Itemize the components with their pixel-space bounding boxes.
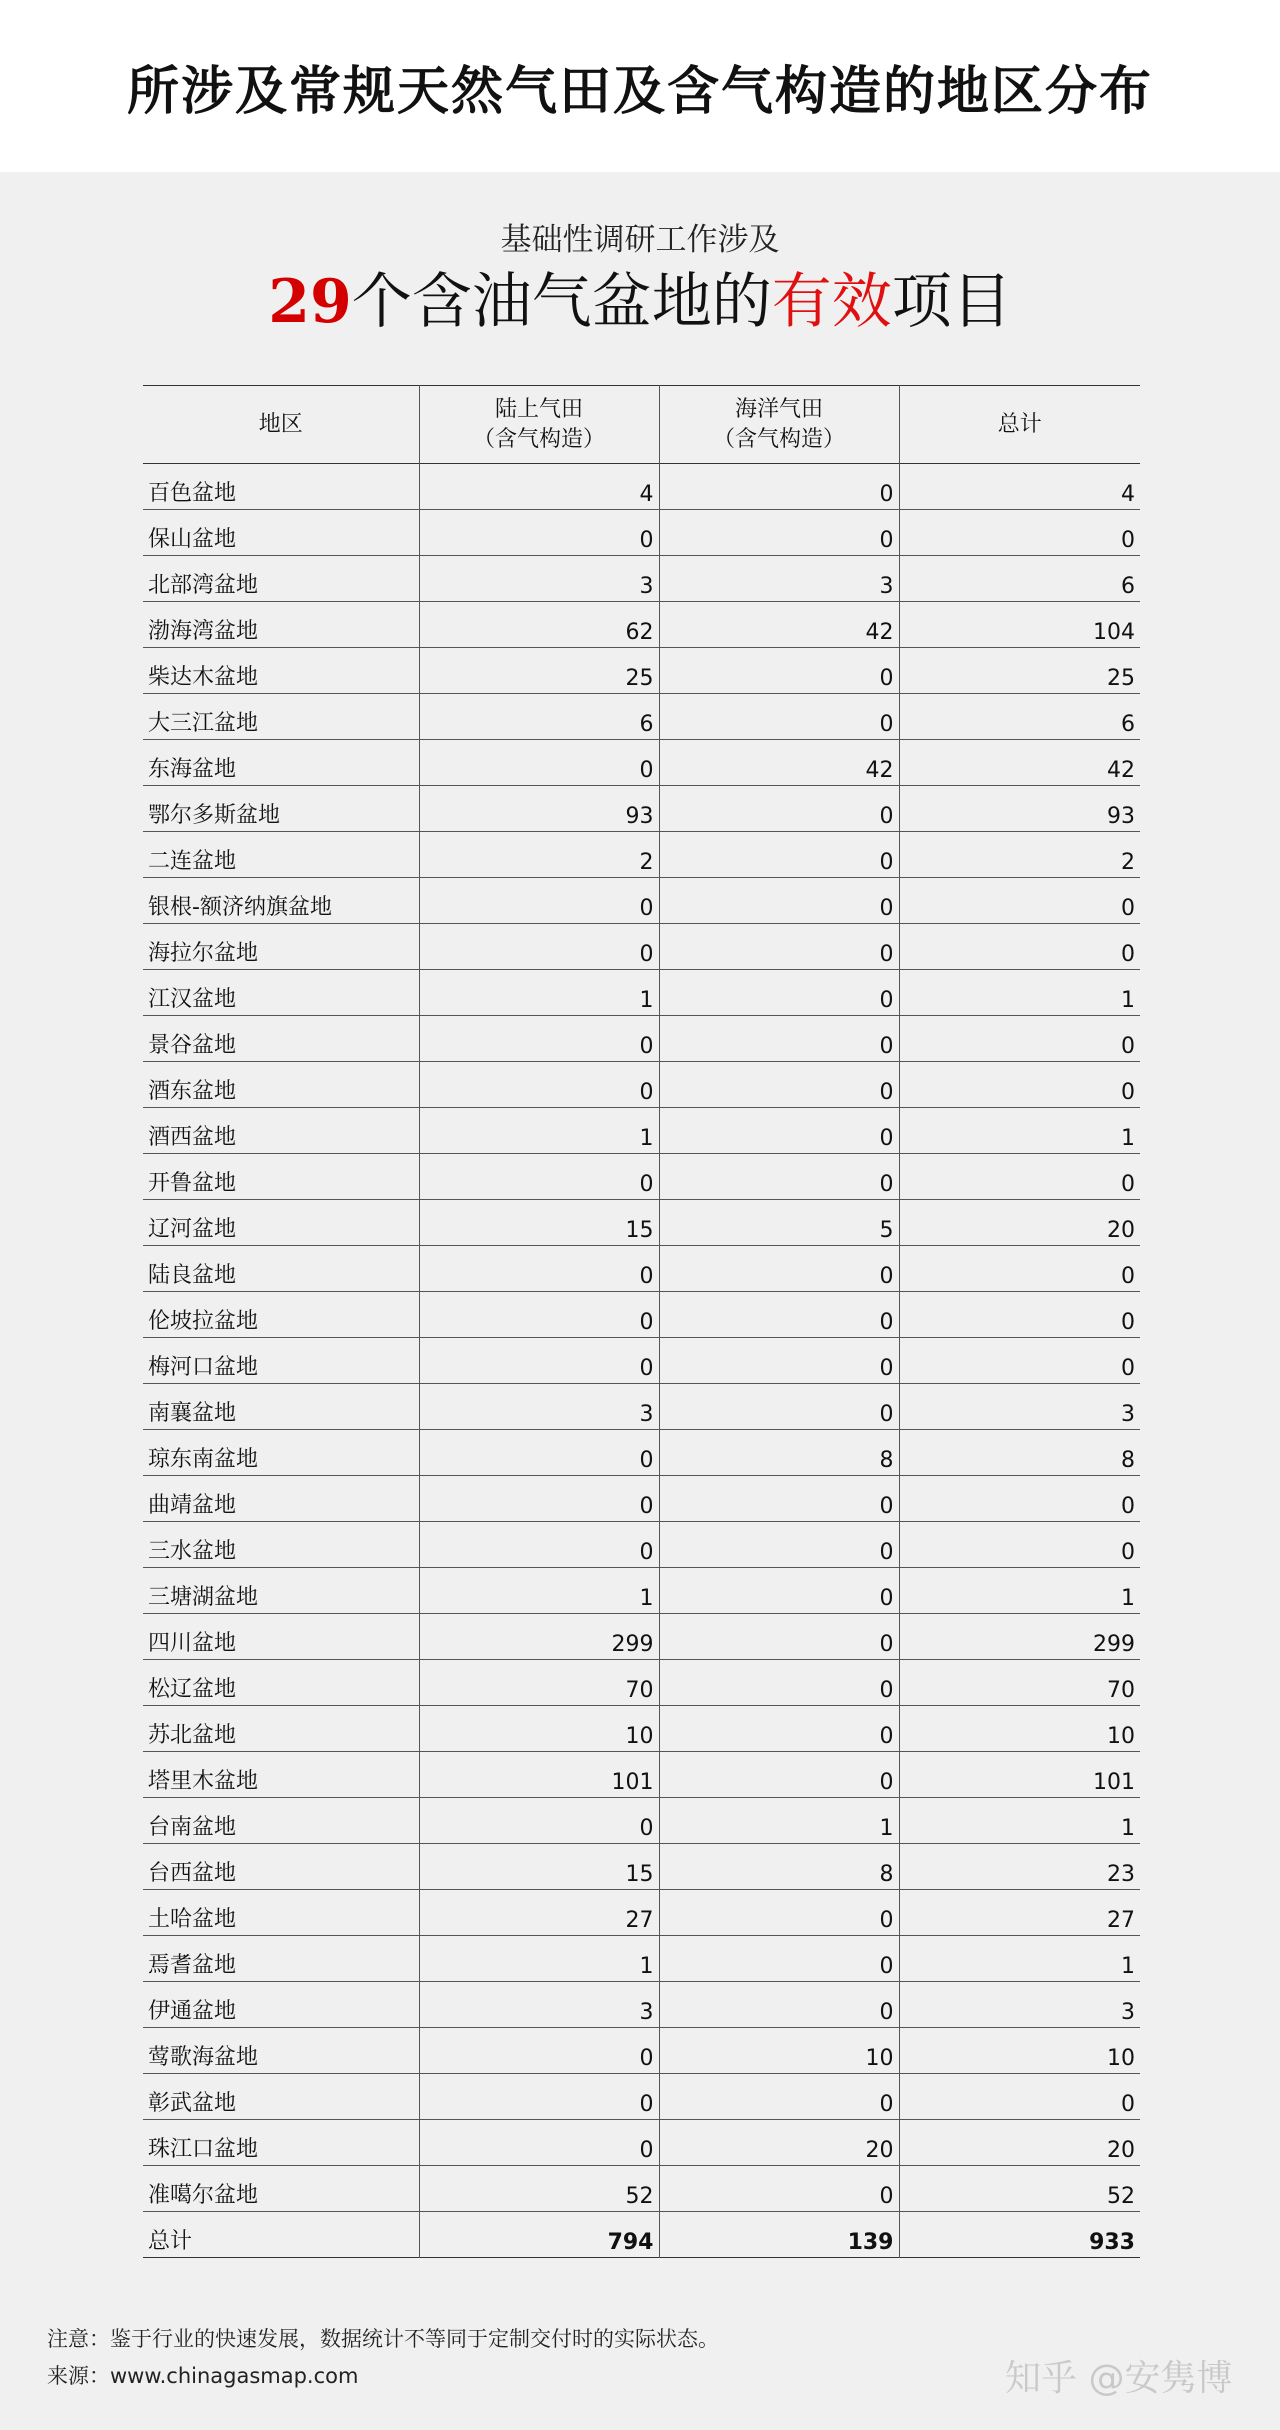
cell-region: 珠江口盆地: [148, 2137, 259, 2162]
cell-total: 6: [899, 556, 1140, 602]
cell-total: 104: [899, 602, 1140, 648]
cell-onshore: 93: [419, 786, 659, 832]
footer-source: 来源：www.chinagasmap.com: [47, 2364, 359, 2388]
cell-offshore: 8: [659, 1844, 899, 1890]
col-header-offshore-line1: 海洋气田: [734, 396, 823, 422]
cell-offshore: 0: [659, 924, 899, 970]
cell-onshore: 0: [419, 740, 659, 786]
cell-region: 台西盆地: [148, 1861, 237, 1886]
table-row: [143, 1614, 1140, 1660]
headline-pre: 个含油气盆地的: [351, 267, 772, 337]
watermark: 知乎 @安隽博: [1005, 2358, 1233, 2399]
cell-onshore: 4: [419, 464, 659, 510]
cell-offshore: 0: [659, 1338, 899, 1384]
cell-offshore: 0: [659, 1522, 899, 1568]
table-row: [143, 1200, 1140, 1246]
cell-region: 二连盆地: [148, 849, 237, 874]
cell-offshore: 0: [659, 648, 899, 694]
cell-region: 柴达木盆地: [148, 665, 259, 690]
cell-region: 苏北盆地: [148, 1723, 237, 1748]
cell-onshore: 0: [419, 2120, 659, 2166]
cell-onshore: 0: [419, 1476, 659, 1522]
cell-onshore: 0: [419, 924, 659, 970]
table-row: [143, 2028, 1140, 2074]
cell-total: 0: [899, 2074, 1140, 2120]
cell-total: 0: [899, 510, 1140, 556]
cell-onshore: 0: [419, 510, 659, 556]
cell-onshore: 25: [419, 648, 659, 694]
cell-offshore: 42: [659, 602, 899, 648]
cell-offshore: 0: [659, 1108, 899, 1154]
cell-region: 百色盆地: [148, 481, 237, 506]
page-title: 所涉及常规天然气田及含气构造的地区分布: [126, 61, 1153, 122]
cell-region: 大三江盆地: [148, 711, 259, 736]
cell-total: 23: [899, 1844, 1140, 1890]
col-header-region: 地区: [258, 411, 303, 437]
cell-total: 20: [899, 2120, 1140, 2166]
cell-region: 南襄盆地: [148, 1401, 237, 1426]
table-row: [143, 1292, 1140, 1338]
cell-region: 焉耆盆地: [148, 1953, 237, 1978]
cell-region: 莺歌海盆地: [148, 2045, 259, 2070]
cell-onshore: 0: [419, 1338, 659, 1384]
cell-total: 3: [899, 1384, 1140, 1430]
cell-total: 101: [899, 1752, 1140, 1798]
cell-onshore: 0: [419, 2028, 659, 2074]
cell-total: 0: [899, 1246, 1140, 1292]
cell-region: 景谷盆地: [148, 1033, 237, 1058]
col-header-onshore: [419, 386, 659, 464]
cell-region: 渤海湾盆地: [148, 619, 259, 644]
cell-region: 北部湾盆地: [148, 573, 259, 598]
cell-offshore: 0: [659, 1890, 899, 1936]
cell-onshore: 3: [419, 556, 659, 602]
cell-region: 海拉尔盆地: [148, 941, 259, 966]
table-row: [143, 786, 1140, 832]
table-row: [143, 970, 1140, 1016]
cell-onshore: 1: [419, 1936, 659, 1982]
table-row: [143, 2166, 1140, 2212]
cell-offshore: 0: [659, 1476, 899, 1522]
cell-offshore: 0: [659, 1706, 899, 1752]
cell-total: 93: [899, 786, 1140, 832]
table-row: [143, 1384, 1140, 1430]
cell-offshore: 10: [659, 2028, 899, 2074]
cell-offshore: 0: [659, 832, 899, 878]
table-row: [143, 1890, 1140, 1936]
headline: [0, 262, 1280, 342]
cell-total: 299: [899, 1614, 1140, 1660]
cell-offshore: 0: [659, 510, 899, 556]
cell-onshore: 3: [419, 1982, 659, 2028]
cell-region: 塔里木盆地: [148, 1769, 259, 1794]
footer-note: 注意：鉴于行业的快速发展，数据统计不等同于定制交付时的实际状态。: [47, 2327, 719, 2351]
cell-onshore: 70: [419, 1660, 659, 1706]
cell-region: 四川盆地: [148, 1631, 237, 1656]
cell-offshore: 0: [659, 1614, 899, 1660]
table-row: [143, 832, 1140, 878]
cell-offshore: 42: [659, 740, 899, 786]
cell-total: 1: [899, 1798, 1140, 1844]
table-row: [143, 464, 1140, 510]
cell-onshore: 0: [419, 1522, 659, 1568]
cell-total: 1: [899, 1568, 1140, 1614]
table-row: [143, 1338, 1140, 1384]
cell-region: 鄂尔多斯盆地: [148, 803, 281, 828]
cell-offshore: 5: [659, 1200, 899, 1246]
table-row: [143, 1706, 1140, 1752]
cell-onshore: 10: [419, 1706, 659, 1752]
table-row: [143, 694, 1140, 740]
cell-region: 江汉盆地: [148, 987, 237, 1012]
cell-onshore: 15: [419, 1844, 659, 1890]
col-header-total: 总计: [899, 386, 1140, 464]
cell-region: 开鲁盆地: [148, 1171, 237, 1196]
cell-region: 酒东盆地: [148, 1079, 237, 1104]
col-header-onshore-line2: （含气构造）: [472, 426, 605, 452]
cell-onshore: 62: [419, 602, 659, 648]
cell-offshore: 0: [659, 1982, 899, 2028]
cell-offshore: 3: [659, 556, 899, 602]
cell-region: 三水盆地: [148, 1539, 237, 1564]
cell-onshore: 0: [419, 1154, 659, 1200]
cell-onshore: 0: [419, 1062, 659, 1108]
cell-onshore: 3: [419, 1384, 659, 1430]
cell-onshore: 0: [419, 1798, 659, 1844]
cell-offshore: 0: [659, 1936, 899, 1982]
cell-region: 东海盆地: [148, 757, 237, 782]
cell-offshore: 0: [659, 1752, 899, 1798]
cell-offshore: 0: [659, 878, 899, 924]
cell-onshore: 0: [419, 1246, 659, 1292]
cell-onshore: 52: [419, 2166, 659, 2212]
cell-onshore: 27: [419, 1890, 659, 1936]
cell-region: 松辽盆地: [148, 1677, 237, 1702]
cell-total: 1: [899, 1936, 1140, 1982]
cell-onshore: 1: [419, 1108, 659, 1154]
cell-total: 1: [899, 1108, 1140, 1154]
cell-region: 准噶尔盆地: [148, 2183, 259, 2208]
gas-field-table: [143, 385, 1140, 2258]
cell-onshore: 0: [419, 878, 659, 924]
cell-region: 陆良盆地: [148, 1263, 237, 1288]
cell-onshore: 0: [419, 1016, 659, 1062]
col-header-offshore: [659, 386, 899, 464]
cell-total: 0: [899, 1476, 1140, 1522]
cell-offshore: 0: [659, 2166, 899, 2212]
cell-offshore: 0: [659, 1384, 899, 1430]
totals-offshore: 139: [659, 2212, 899, 2258]
totals-row: [143, 2212, 1140, 2258]
cell-region: 酒西盆地: [148, 1125, 237, 1150]
cell-offshore: 1: [659, 1798, 899, 1844]
headline-highlight: 有效: [771, 267, 892, 337]
cell-total: 8: [899, 1430, 1140, 1476]
table-row: [143, 1660, 1140, 1706]
cell-offshore: 0: [659, 694, 899, 740]
cell-total: 0: [899, 1016, 1140, 1062]
cell-offshore: 0: [659, 1062, 899, 1108]
cell-onshore: 2: [419, 832, 659, 878]
table-row: [143, 1982, 1140, 2028]
cell-total: 3: [899, 1982, 1140, 2028]
cell-offshore: 0: [659, 1660, 899, 1706]
table-row: [143, 1430, 1140, 1476]
table-row: [143, 924, 1140, 970]
cell-region: 土哈盆地: [148, 1907, 237, 1932]
cell-offshore: 0: [659, 1292, 899, 1338]
cell-region: 台南盆地: [148, 1815, 237, 1840]
cell-total: 52: [899, 2166, 1140, 2212]
cell-onshore: 15: [419, 1200, 659, 1246]
table-row: [143, 1062, 1140, 1108]
table-row: [143, 1476, 1140, 1522]
cell-region: 梅河口盆地: [148, 1355, 259, 1380]
cell-total: 27: [899, 1890, 1140, 1936]
table-row: [143, 1844, 1140, 1890]
cell-total: 6: [899, 694, 1140, 740]
cell-total: 70: [899, 1660, 1140, 1706]
cell-offshore: 0: [659, 1016, 899, 1062]
cell-region: 银根-额济纳旗盆地: [148, 895, 332, 920]
cell-total: 10: [899, 2028, 1140, 2074]
cell-onshore: 299: [419, 1614, 659, 1660]
cell-region: 彰武盆地: [148, 2091, 237, 2116]
cell-offshore: 0: [659, 1568, 899, 1614]
table-row: [143, 1798, 1140, 1844]
col-header-offshore-line2: （含气构造）: [712, 426, 845, 452]
table-body: [143, 464, 1140, 2212]
cell-total: 10: [899, 1706, 1140, 1752]
table-row: [143, 1568, 1140, 1614]
table-header-row: [143, 386, 1140, 464]
table-row: [143, 878, 1140, 924]
cell-region: 伦坡拉盆地: [148, 1309, 259, 1334]
totals-total: 933: [899, 2212, 1140, 2258]
cell-offshore: 0: [659, 1154, 899, 1200]
col-header-onshore-line1: 陆上气田: [494, 396, 583, 422]
cell-onshore: 0: [419, 1292, 659, 1338]
table-row: [143, 740, 1140, 786]
cell-onshore: 1: [419, 970, 659, 1016]
cell-total: 0: [899, 1522, 1140, 1568]
cell-region: 三塘湖盆地: [148, 1585, 259, 1610]
table-row: [143, 1522, 1140, 1568]
cell-total: 1: [899, 970, 1140, 1016]
cell-region: 曲靖盆地: [148, 1493, 237, 1518]
table-row: [143, 602, 1140, 648]
cell-total: 0: [899, 1062, 1140, 1108]
table-row: [143, 1752, 1140, 1798]
cell-total: 0: [899, 1292, 1140, 1338]
headline-post: 项目: [891, 267, 1012, 337]
table-row: [143, 1246, 1140, 1292]
cell-region: 伊通盆地: [148, 1999, 237, 2024]
table-row: [143, 1016, 1140, 1062]
table-row: [143, 556, 1140, 602]
subtitle: 基础性调研工作涉及: [500, 222, 780, 258]
table-row: [143, 510, 1140, 556]
cell-offshore: 0: [659, 2074, 899, 2120]
cell-region: 琼东南盆地: [148, 1447, 259, 1472]
cell-offshore: 0: [659, 1246, 899, 1292]
totals-label: 总计: [148, 2229, 193, 2254]
table-row: [143, 1108, 1140, 1154]
cell-region: 辽河盆地: [148, 1217, 237, 1242]
table-row: [143, 2074, 1140, 2120]
cell-onshore: 1: [419, 1568, 659, 1614]
cell-total: 42: [899, 740, 1140, 786]
headline-number: 29: [268, 267, 352, 337]
cell-offshore: 0: [659, 970, 899, 1016]
cell-total: 0: [899, 924, 1140, 970]
cell-offshore: 0: [659, 786, 899, 832]
cell-total: 20: [899, 1200, 1140, 1246]
table-row: [143, 1154, 1140, 1200]
cell-offshore: 0: [659, 464, 899, 510]
cell-total: 0: [899, 1154, 1140, 1200]
cell-onshore: 6: [419, 694, 659, 740]
cell-total: 2: [899, 832, 1140, 878]
cell-total: 0: [899, 878, 1140, 924]
table-row: [143, 648, 1140, 694]
table-row: [143, 1936, 1140, 1982]
cell-total: 0: [899, 1338, 1140, 1384]
cell-offshore: 8: [659, 1430, 899, 1476]
cell-onshore: 0: [419, 2074, 659, 2120]
title-bar: [0, 0, 1280, 172]
cell-region: 保山盆地: [148, 527, 237, 552]
cell-offshore: 20: [659, 2120, 899, 2166]
cell-total: 4: [899, 464, 1140, 510]
cell-onshore: 101: [419, 1752, 659, 1798]
cell-total: 25: [899, 648, 1140, 694]
cell-onshore: 0: [419, 1430, 659, 1476]
table-row: [143, 2120, 1140, 2166]
totals-onshore: 794: [419, 2212, 659, 2258]
